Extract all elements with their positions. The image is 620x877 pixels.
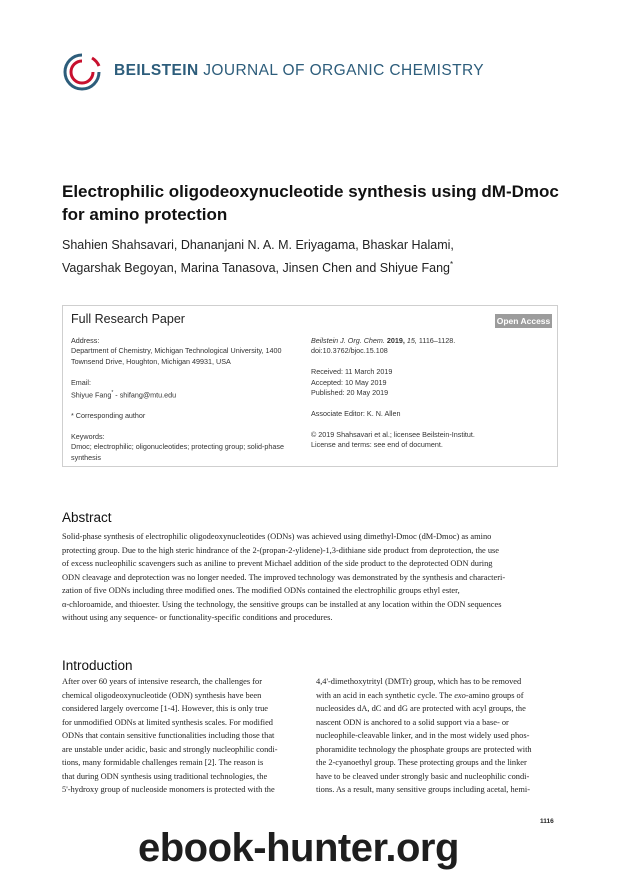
author-line: Shahien Shahsavari, Dhananjani N. A. M. Eriyagama, Bhaskar Halami, <box>62 238 454 252</box>
intro-line: considered largely overcome [1-4]. However, this is only true <box>62 704 269 714</box>
intro-line: are unstable under acidic, basic and strongly nucleophilic condi- <box>62 744 278 754</box>
introduction-heading: Introduction <box>62 658 133 673</box>
watermark-text: ebook-hunter.org <box>138 826 459 870</box>
corresponding-note: * Corresponding author <box>71 411 146 421</box>
license-line: License and terms: see end of document. <box>311 440 443 450</box>
intro-line: tions, many formidable challenges remain [2]. The reason is <box>62 758 264 768</box>
associate-editor: Associate Editor: K. N. Allen <box>311 408 401 418</box>
abstract-line: α-chloroamide, and thioester. Using the technology, the sensitive groups can be installed at any location within the ODN sequences <box>62 599 502 609</box>
abstract-text <box>62 530 558 625</box>
intro-line: 5'-hydroxy group of nucleoside monomers is protected with the <box>62 785 275 795</box>
address-line: Townsend Drive, Houghton, Michigan 49931, USA <box>71 356 231 366</box>
citation: Beilstein J. Org. Chem. 2019, 15, 1116–1128. <box>311 336 456 345</box>
info-left-column <box>71 336 311 463</box>
intro-line: After over 60 years of intensive research, the challenges for <box>62 677 262 686</box>
journal-logo-icon <box>62 52 102 92</box>
license-line: © 2019 Shahsavari et al.; licensee Beilstein-Institut. <box>311 429 475 439</box>
open-access-badge: Open Access <box>496 316 551 326</box>
intro-line: the 2-cyanoethyl group. These protecting groups and the linker <box>316 758 527 768</box>
address-line: Department of Chemistry, Michigan Technological University, 1400 <box>71 346 282 356</box>
email-line[interactable]: Shiyue Fang* - shifang@mtu.edu <box>71 390 177 400</box>
abstract-heading: Abstract <box>62 510 112 525</box>
intro-line: have to be cleaved under strongly basic and nucleophilic condi- <box>316 771 530 781</box>
article-info-box <box>62 305 558 467</box>
title-line: Electrophilic oligodeoxynucleotide synthesis using dM-Dmoc <box>62 182 559 201</box>
address-label: Address: <box>71 336 100 345</box>
article-title <box>62 180 562 226</box>
intro-line: chemical oligodeoxynucleotide (ODN) synthesis have been <box>62 690 262 700</box>
info-right-column <box>311 336 551 450</box>
received-date: Received: 11 March 2019 <box>311 367 393 377</box>
corresponding-mark: * <box>449 260 454 269</box>
intro-line: nucleophile-cleavable linker, and in the most widely used phos- <box>316 731 530 741</box>
intro-line: with an acid in each synthetic cycle. The exo-amino groups of <box>316 690 524 700</box>
intro-line: tions. As a result, many sensitive groups including acetal, hemi- <box>316 785 530 795</box>
doi-link[interactable]: doi:10.3762/bjoc.15.108 <box>311 346 388 356</box>
intro-line: 4,4'-dimethoxytrityl (DMTr) group, which has to be removed <box>316 677 522 686</box>
title-line: for amino protection <box>62 205 228 224</box>
article-type: Full Research Paper <box>71 312 185 326</box>
intro-line: ODNs that contain sensitive functionalities including those that <box>62 731 275 741</box>
accepted-date: Accepted: 10 May 2019 <box>311 377 387 387</box>
intro-line: that during ODN synthesis using traditional technologies, the <box>62 771 268 781</box>
keywords-line: synthesis <box>71 452 101 462</box>
intro-line: nascent ODN is anchored to a solid support via a base- or <box>316 717 509 727</box>
intro-left-column <box>62 675 305 797</box>
abstract-line: Solid-phase synthesis of electrophilic oligodeoxynucleotides (ODNs) was achieved using dimethyl-Dmoc (dM-Dmoc) as amino <box>62 532 492 541</box>
abstract-line: without using any sequence- or functionality-specific conditions and procedures. <box>62 613 333 623</box>
keywords-label: Keywords: <box>71 432 105 441</box>
intro-right-column <box>316 675 559 797</box>
intro-line: for unmodified ODNs at limited synthesis scales. For modified <box>62 717 273 727</box>
keywords-line: Dmoc; electrophilic; oligonucleotides; protecting group; solid-phase <box>71 442 284 452</box>
abstract-line: protecting group. Due to the high steric hindrance of the 2-(propan-2-ylidene)-1,3-dithiane side product from deprotection, the use <box>62 545 499 555</box>
page-number: 1116 <box>540 818 554 825</box>
author-line: Vagarshak Begoyan, Marina Tanasova, Jinsen Chen and Shiyue Fang* <box>62 260 454 276</box>
abstract-line: zation of five ODNs including three modified ones. The modified ODNs contained the electrophilic groups ethyl ester, <box>62 586 460 596</box>
author-list <box>62 236 582 278</box>
email-label: Email: <box>71 377 91 387</box>
intro-line: phoramidite technology the phosphate groups are protected with <box>316 744 532 754</box>
intro-line: nucleosides dA, dC and dG are protected with acyl groups, the <box>316 704 526 714</box>
abstract-line: of excess nucleophilic scavengers such as aniline to prevent Michael addition of the side product to the deprotected ODN during <box>62 559 493 569</box>
published-date: Published: 20 May 2019 <box>311 388 389 398</box>
abstract-line: ODN cleavage and deprotection was no longer needed. The improved technology was demonstrated by the synthesis and characteri- <box>62 572 506 582</box>
journal-name: BEILSTEIN JOURNAL OF ORGANIC CHEMISTRY <box>114 62 485 79</box>
